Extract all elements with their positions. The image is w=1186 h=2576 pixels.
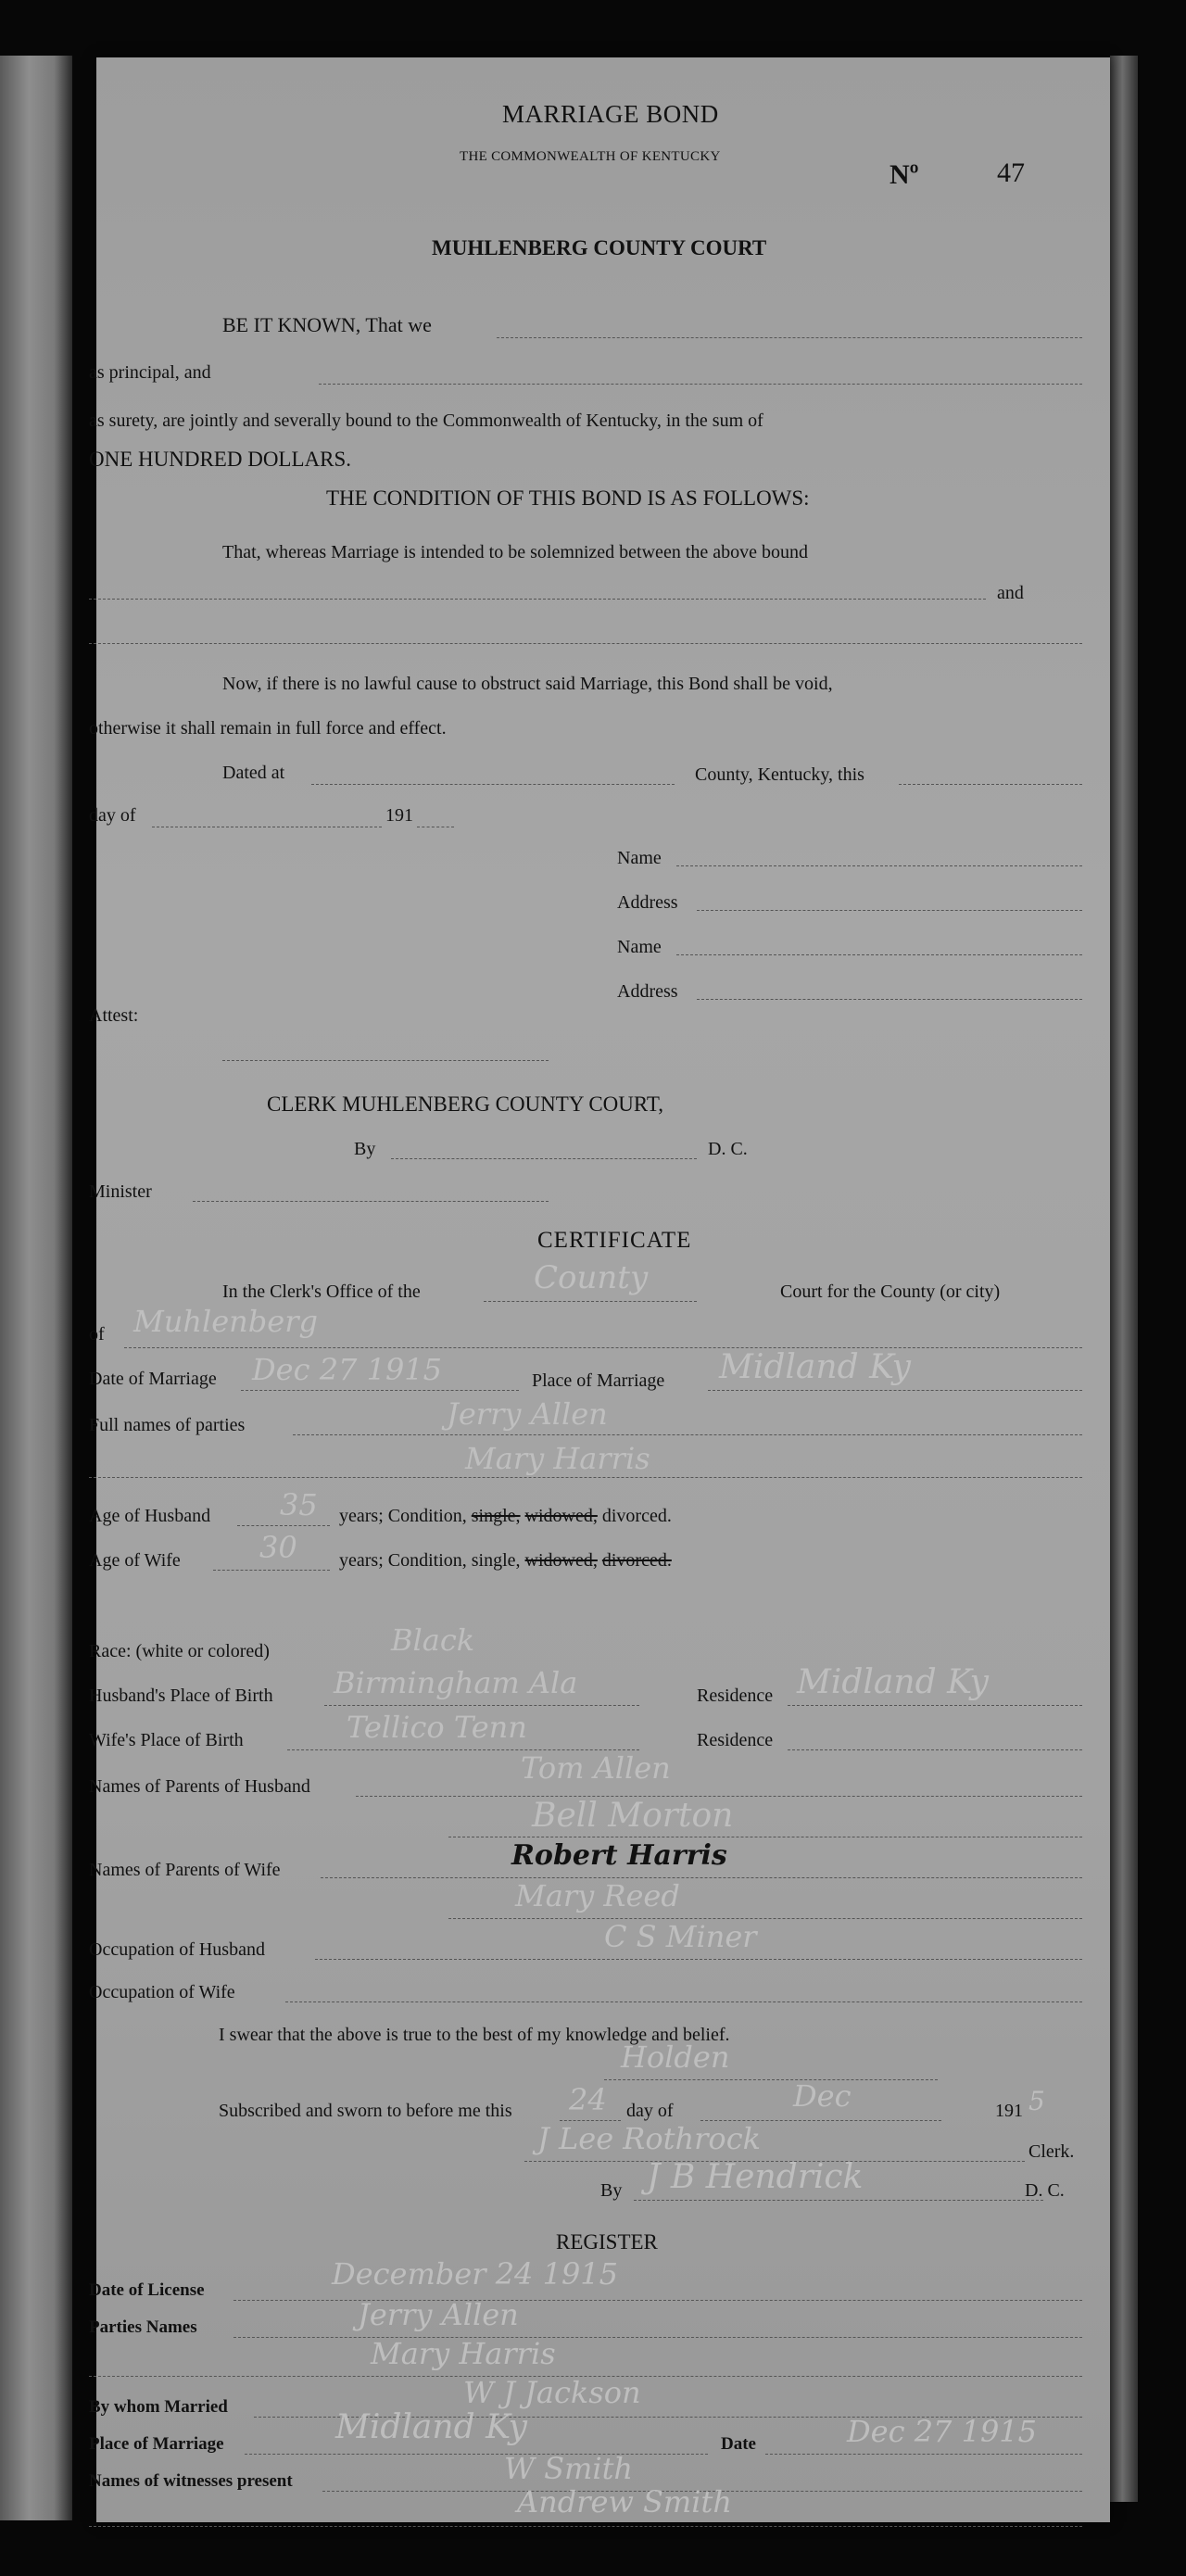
age-wife-label: Age of Wife	[89, 1550, 181, 1571]
certificate-dc-label: D. C.	[1025, 2180, 1065, 2201]
dated-at-line	[311, 784, 675, 785]
husband-condition	[339, 1507, 672, 1525]
parties-names-label: Parties Names	[89, 2317, 197, 2337]
husband-residence-value: Midland Ky	[797, 1663, 989, 1701]
husband-residence-line	[788, 1705, 1082, 1706]
occupation-wife-line	[285, 2001, 1082, 2002]
register-place-line	[245, 2454, 708, 2455]
parents-husband-2: Bell Morton	[532, 1797, 734, 1835]
parents-wife-1: Robert Harris	[511, 1839, 727, 1872]
full-names-label: Full names of parties	[89, 1415, 246, 1435]
attest-label: Attest:	[89, 1005, 139, 1026]
bond-by-line	[391, 1158, 697, 1159]
bound-party-line-1	[89, 599, 986, 600]
bond-sum: ONE HUNDRED DOLLARS.	[89, 448, 352, 471]
principal-address-line	[697, 910, 1082, 911]
register-place-value: Midland Ky	[335, 2408, 527, 2446]
clerks-office-line	[484, 1301, 697, 1302]
bond-dc-label: D. C.	[708, 1139, 748, 1159]
parents-husband-label: Names of Parents of Husband	[89, 1776, 310, 1797]
wife-divorced-option: divorced.	[601, 1550, 672, 1571]
wife-single-option: single,	[471, 1550, 521, 1571]
minister-line	[193, 1201, 549, 1202]
year-label: 191	[385, 805, 413, 826]
witnesses-line-2	[89, 2526, 1082, 2527]
day-of-label: day of	[89, 805, 136, 826]
clerk-signature: J Lee Rothrock	[537, 2121, 761, 2156]
clerks-office-value: County	[534, 1259, 649, 1296]
subscribed-year-prefix: 191	[995, 2101, 1023, 2121]
bond-number-value: 47	[997, 158, 1025, 188]
adjacent-page-edge	[0, 56, 72, 2520]
principal-name-sign-line	[676, 865, 1082, 866]
race-value: Black	[391, 1623, 475, 1658]
bond-title: MARRIAGE BOND	[502, 100, 719, 128]
swear-signature-line	[604, 2079, 938, 2080]
surety-name-label: Name	[617, 937, 662, 957]
register-date-label: Date	[721, 2434, 756, 2454]
be-it-known: BE IT KNOWN, That we	[222, 313, 432, 336]
subscribed-label: Subscribed and sworn to before me this	[219, 2101, 512, 2121]
parents-husband-1: Tom Allen	[521, 1750, 671, 1786]
parties-names-line-1	[233, 2337, 1082, 2338]
date-of-license-value: December 24 1915	[332, 2256, 619, 2292]
occupation-husband-line	[315, 1959, 1082, 1960]
wife-years-condition-label: years; Condition,	[339, 1550, 467, 1571]
court-for-county-label: Court for the County (or city)	[780, 1282, 1001, 1302]
certificate-by-label: By	[600, 2180, 623, 2201]
county-kentucky-label: County, Kentucky, this	[695, 764, 864, 785]
place-of-marriage-value: Midland Ky	[719, 1348, 911, 1386]
and-label: and	[997, 583, 1024, 603]
register-party1: Jerry Allen	[358, 2297, 519, 2332]
marriage-bond-page	[89, 57, 1110, 2522]
of-line	[124, 1347, 1082, 1348]
of-value: Muhlenberg	[133, 1304, 318, 1339]
place-of-marriage-label: Place of Marriage	[532, 1370, 665, 1391]
wife-residence-line	[788, 1749, 1082, 1750]
surety-name-sign-line	[676, 954, 1082, 955]
parents-wife-label: Names of Parents of Wife	[89, 1860, 281, 1880]
deputy-signature: J B Hendrick	[647, 2158, 864, 2196]
principal-label: as principal, and	[89, 362, 211, 383]
book-binding	[1110, 56, 1138, 2502]
party1-name: Jerry Allen	[447, 1396, 608, 1432]
dated-at-label: Dated at	[222, 763, 285, 783]
register-date-value: Dec 27 1915	[847, 2414, 1038, 2449]
bond-subtitle: THE COMMONWEALTH OF KENTUCKY	[460, 149, 721, 164]
race-label: Race: (white or colored)	[89, 1641, 270, 1661]
surety-address-label: Address	[617, 981, 678, 1002]
deputy-signature-line	[634, 2200, 1043, 2201]
clerk-court-label: CLERK MUHLENBERG COUNTY COURT,	[267, 1092, 663, 1116]
husband-birth-label: Husband's Place of Birth	[89, 1686, 273, 1706]
subscribed-month: Dec	[793, 2078, 852, 2114]
subscribed-day: 24	[569, 2082, 607, 2117]
now-if-statement: Now, if there is no lawful cause to obstruct said Marriage, this Bond shall be void,	[222, 674, 833, 694]
of-label: of	[89, 1324, 105, 1345]
full-names-line-1	[293, 1434, 1082, 1435]
age-husband-label: Age of Husband	[89, 1506, 211, 1526]
otherwise-statement: otherwise it shall remain in full force and effect.	[89, 718, 447, 739]
certificate-clerk-label: Clerk.	[1028, 2141, 1075, 2162]
parents-wife-line-2	[448, 1918, 1082, 1919]
age-wife-line	[213, 1570, 330, 1571]
husband-birth-value: Birmingham Ala	[334, 1665, 578, 1700]
principal-name-label: Name	[617, 848, 662, 868]
party2-name: Mary Harris	[465, 1441, 650, 1476]
whereas-statement: That, whereas Marriage is intended to be solemnized between the above bound	[222, 542, 809, 562]
surety-statement: as surety, are jointly and severally bound to the Commonwealth of Kentucky, in the sum of	[89, 410, 763, 431]
years-condition-label: years; Condition,	[339, 1506, 467, 1526]
occupation-husband-label: Occupation of Husband	[89, 1939, 265, 1960]
subscribed-day-of-label: day of	[626, 2101, 674, 2121]
certificate-heading: CERTIFICATE	[537, 1228, 692, 1253]
by-whom-label: By whom Married	[89, 2397, 228, 2417]
wife-birth-label: Wife's Place of Birth	[89, 1730, 244, 1750]
clerks-office-label: In the Clerk's Office of the	[222, 1282, 421, 1302]
witnesses-label: Names of witnesses present	[89, 2471, 293, 2491]
parents-wife-line-1	[321, 1877, 1082, 1878]
wife-widowed-option: widowed,	[524, 1550, 598, 1571]
swear-signature: Holden	[621, 2039, 730, 2075]
husband-single-option: single,	[471, 1506, 521, 1526]
full-names-line-2	[89, 1477, 1082, 1478]
wife-birth-value: Tellico Tenn	[347, 1710, 527, 1745]
surety-address-line	[697, 999, 1082, 1000]
date-of-license-label: Date of License	[89, 2280, 205, 2300]
age-wife-value: 30	[259, 1530, 297, 1565]
subscribed-year-suffix: 5	[1028, 2086, 1045, 2116]
bond-by-label: By	[354, 1139, 376, 1159]
age-husband-value: 35	[280, 1487, 318, 1522]
witness-2: Andrew Smith	[517, 2484, 732, 2519]
condition-heading: THE CONDITION OF THIS BOND IS AS FOLLOWS:	[326, 486, 810, 510]
witness-1: W Smith	[504, 2451, 634, 2486]
date-of-marriage-line	[241, 1390, 519, 1391]
occupation-husband-value: C S Miner	[604, 1919, 757, 1954]
bond-number-label: Nº	[890, 159, 919, 190]
wife-residence-label: Residence	[697, 1730, 774, 1750]
bound-party-line-2	[89, 643, 1082, 644]
age-husband-line	[237, 1525, 330, 1526]
principal-address-label: Address	[617, 892, 678, 913]
husband-birth-line	[324, 1705, 639, 1706]
parents-wife-2: Mary Reed	[515, 1878, 680, 1913]
register-party2: Mary Harris	[371, 2336, 556, 2371]
register-place-label: Place of Marriage	[89, 2434, 224, 2454]
place-of-marriage-line	[708, 1390, 1082, 1391]
date-of-marriage-value: Dec 27 1915	[252, 1352, 443, 1387]
date-of-marriage-label: Date of Marriage	[89, 1369, 217, 1389]
register-heading: REGISTER	[556, 2230, 658, 2254]
day-line	[899, 784, 1082, 785]
by-whom-value: W J Jackson	[463, 2375, 641, 2410]
attest-signature-line	[222, 1060, 549, 1061]
county-court-heading: MUHLENBERG COUNTY COURT	[432, 236, 767, 259]
swear-statement: I swear that the above is true to the best of my knowledge and belief.	[219, 2025, 730, 2045]
principal-name-line	[497, 337, 1082, 338]
husband-divorced-option: divorced.	[601, 1506, 672, 1526]
husband-residence-label: Residence	[697, 1686, 774, 1706]
husband-widowed-option: widowed,	[524, 1506, 598, 1526]
wife-condition	[339, 1551, 672, 1570]
occupation-wife-label: Occupation of Wife	[89, 1982, 235, 2002]
register-date-line	[765, 2454, 1082, 2455]
minister-label: Minister	[89, 1181, 152, 1202]
surety-name-line	[319, 384, 1082, 385]
